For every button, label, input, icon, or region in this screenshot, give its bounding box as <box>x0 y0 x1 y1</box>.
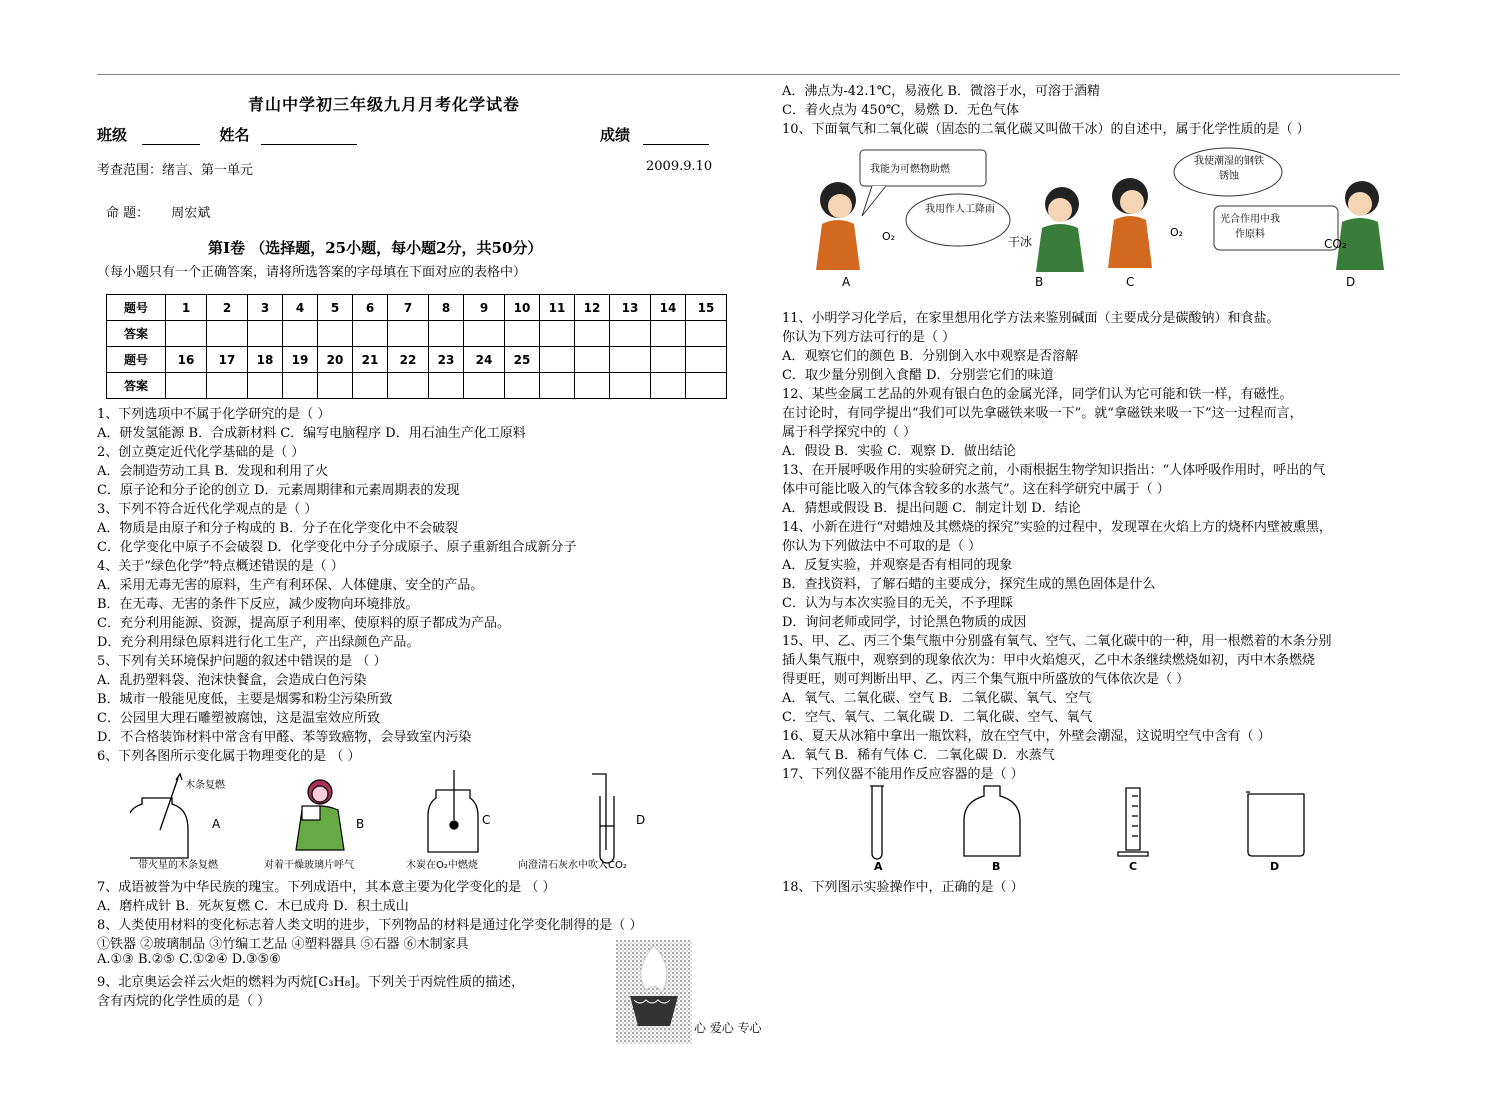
num-cell: 2 <box>207 295 248 321</box>
q10-figure <box>800 140 1400 292</box>
answer-cell[interactable] <box>651 373 686 399</box>
flask-with-splint-icon <box>130 774 188 858</box>
question-line: C．充分利用能源、资源，提高原子利用率、使原料的原子都成为产品。 <box>97 616 510 631</box>
num-header: 题号 <box>107 295 166 321</box>
question-line: A．沸点为-42.1℃，易液化 B．微溶于水，可溶于酒精 <box>782 84 1100 99</box>
question-line: 得更旺，则可判断出甲、乙、丙三个集气瓶中所盛放的气体依次是（ ） <box>782 672 1190 687</box>
fig-caption-b: 对着干燥玻璃片呼气 <box>264 860 354 871</box>
answer-cell[interactable] <box>318 321 353 347</box>
fig-label-c: C <box>482 813 491 827</box>
question-line: 12、某些金属工艺品的外观有银白色的金属光泽，同学们认为它可能和铁一样，有磁性。 <box>782 387 1293 402</box>
num-cell: 13 <box>610 295 651 321</box>
fig-label-b: B <box>1035 275 1044 289</box>
question-line: A．采用无毒无害的原料，生产有利环保、人体健康、安全的产品。 <box>97 578 484 593</box>
q6-figure <box>130 770 680 875</box>
exam-date: 2009.9.10 <box>646 159 713 174</box>
question-line: C．认为与本次实验目的无关，不予理睬 <box>782 596 1013 611</box>
answer-cell[interactable] <box>575 321 610 347</box>
question-line: A．乱扔塑料袋、泡沫快餐盒，会造成白色污染 <box>97 673 367 688</box>
answer-cell[interactable] <box>283 321 318 347</box>
question-line: 1、下列选项中不属于化学研究的是（ ） <box>97 407 331 422</box>
num-cell: 12 <box>575 295 610 321</box>
num-cell <box>686 347 727 373</box>
question-line: 在讨论时，有同学提出“我们可以先拿磁铁来吸一下”。就“拿磁铁来吸一下”这一过程而言， <box>782 406 1303 421</box>
num-cell: 3 <box>248 295 283 321</box>
bubble-c-text: 我使潮湿的钢铁锈蚀 <box>1194 156 1264 182</box>
num-cell <box>540 347 575 373</box>
num-header: 题号 <box>107 347 166 373</box>
question-line: 属于科学探究中的（ ） <box>782 425 917 440</box>
fig-caption-d: 向澄清石灰水中吹入CO₂ <box>518 860 627 871</box>
answer-cell[interactable] <box>610 321 651 347</box>
answer-cell[interactable] <box>464 373 505 399</box>
question-line: 8、人类使用材料的变化标志着人类文明的进步，下列物品的材料是通过化学变化制得的是（ ） <box>97 918 643 933</box>
page-title: 青山中学初三年级九月月考化学试卷 <box>248 95 521 114</box>
class-field <box>97 124 357 145</box>
question-line: 你认为下列做法中不可取的是（ ） <box>782 539 982 554</box>
footer-text: 心 爱心 专心 <box>694 1021 762 1035</box>
chem-c: O₂ <box>1170 226 1184 239</box>
num-cell: 15 <box>686 295 727 321</box>
answer-cell[interactable] <box>388 373 429 399</box>
author-line <box>106 202 210 221</box>
answer-cell[interactable] <box>283 373 318 399</box>
fig-label-a: A <box>874 860 883 873</box>
num-cell: 21 <box>353 347 388 373</box>
answer-cell[interactable] <box>353 321 388 347</box>
question-line: 5、下列有关环境保护问题的叙述中错误的是 （ ） <box>97 654 387 669</box>
num-cell: 25 <box>505 347 540 373</box>
table-row <box>107 321 727 347</box>
fig-label-b: B <box>992 860 1001 873</box>
answer-cell[interactable] <box>388 321 429 347</box>
question-line: 含有丙烷的化学性质的是（ ） <box>97 994 271 1009</box>
exam-scope: 考查范围：绪言、第一单元 <box>97 163 254 178</box>
fig-label-b: B <box>356 817 365 831</box>
score-label: 成绩 <box>600 126 631 144</box>
question-line: 7、成语被誉为中华民族的瑰宝。下列成语中，其本意主要为化学变化的是 （ ） <box>97 880 556 895</box>
num-cell: 5 <box>318 295 353 321</box>
question-line: A．氧气、二氧化碳、空气 B．二氧化碳、氧气、空气 <box>782 691 1092 706</box>
question-line: B．城市一般能见度低，主要是烟雾和粉尘污染所致 <box>97 692 393 707</box>
answer-cell[interactable] <box>686 321 727 347</box>
num-cell: 16 <box>166 347 207 373</box>
question-line: 2、创立奠定近代化学基础的是（ ） <box>97 445 305 460</box>
table-row <box>107 347 727 373</box>
num-cell: 8 <box>429 295 464 321</box>
num-cell: 24 <box>464 347 505 373</box>
num-cell: 10 <box>505 295 540 321</box>
question-line: 14、小新在进行“对蜡烛及其燃烧的探究”实验的过程中，发现罩在火焰上方的烧杯内壁被熏黑， <box>782 520 1332 535</box>
num-cell: 11 <box>540 295 575 321</box>
score-field <box>600 124 709 145</box>
author-label: 命 题： <box>106 206 150 221</box>
q17-figure <box>850 782 1310 874</box>
question-line: A．反复实验，并观察是否有相同的现象 <box>782 558 1013 573</box>
question-line: ①铁器 ②玻璃制品 ③竹编工艺品 ④塑料器具 ⑤石器 ⑥木制家具 <box>97 937 469 952</box>
fig-label-d: D <box>1270 860 1280 873</box>
answer-cell[interactable] <box>166 373 207 399</box>
answer-cell[interactable] <box>505 321 540 347</box>
bubble-b-text: 我用作人工降雨 <box>925 204 995 215</box>
question-line: 6、下列各图所示变化属于物理变化的是 （ ） <box>97 749 361 764</box>
answer-cell[interactable] <box>207 373 248 399</box>
question-line: 17、下列仪器不能用作反应容器的是（ ） <box>782 767 1024 782</box>
answer-cell[interactable] <box>248 321 283 347</box>
num-cell: 22 <box>388 347 429 373</box>
question-line: 18、下列图示实验操作中，正确的是（ ） <box>782 880 1024 895</box>
class-label: 班级 <box>97 126 128 144</box>
name-label: 姓名 <box>219 126 250 144</box>
question-line: C．化学变化中原子不会破裂 D．化学变化中分子分成原子、原子重新组合成新分子 <box>97 540 577 555</box>
answer-cell[interactable] <box>610 373 651 399</box>
num-cell <box>575 347 610 373</box>
answer-cell[interactable] <box>651 321 686 347</box>
fig-label-c: C <box>1129 860 1138 873</box>
chem-a: O₂ <box>882 230 896 243</box>
question-line: A．会制造劳动工具 B．发现和利用了火 <box>97 464 329 479</box>
beaker-icon <box>1246 792 1304 856</box>
boy-icon <box>1336 181 1384 270</box>
question-line: B．查找资料，了解石蜡的主要成分，探究生成的黑色固体是什么 <box>782 577 1156 592</box>
answer-cell[interactable] <box>505 373 540 399</box>
answer-cell[interactable] <box>248 373 283 399</box>
num-cell: 20 <box>318 347 353 373</box>
num-cell: 4 <box>283 295 318 321</box>
question-line: 16、夏天从冰箱中拿出一瓶饮料，放在空气中，外壁会潮湿，这说明空气中含有（ ） <box>782 729 1271 744</box>
num-cell: 19 <box>283 347 318 373</box>
question-line: 你认为下列方法可行的是（ ） <box>782 330 956 345</box>
num-cell: 17 <box>207 347 248 373</box>
side-text: 木条复燃 <box>185 780 225 791</box>
class-blank[interactable] <box>142 130 200 145</box>
answer-cell[interactable] <box>575 373 610 399</box>
question-line: C．着火点为 450℃，易燃 D．无色气体 <box>782 103 1019 118</box>
question-line: 15、甲、乙、丙三个集气瓶中分别盛有氧气、空气、二氧化碳中的一种，用一根燃着的木条分别 <box>782 634 1332 649</box>
name-blank[interactable] <box>261 130 357 145</box>
top-rule <box>97 74 1400 75</box>
answer-cell[interactable] <box>464 321 505 347</box>
answer-header: 答案 <box>107 321 166 347</box>
girl-icon <box>1108 178 1152 268</box>
test-tube-icon <box>870 786 884 859</box>
answer-cell[interactable] <box>429 373 464 399</box>
girl-icon <box>816 182 860 270</box>
fig-caption-a: 带火星的木条复燃 <box>138 860 218 871</box>
wide-mouth-bottle-icon <box>964 786 1020 856</box>
question-line: C．公园里大理石雕塑被腐蚀，这是温室效应所致 <box>97 711 380 726</box>
section-note: （每小题只有一个正确答案，请将所选答案的字母填在下面对应的表格中） <box>97 265 527 280</box>
question-line: A．观察它们的颜色 B．分别倒入水中观察是否溶解 <box>782 349 1079 364</box>
question-line: A．研发氢能源 B．合成新材料 C．编写电脑程序 D．用石油生产化工原料 <box>97 426 526 441</box>
table-row <box>107 295 727 321</box>
question-line: A．猜想或假设 B．提出问题 C．制定计划 D．结论 <box>782 501 1081 516</box>
question-line: D．不合格装饰材料中常含有甲醛、苯等致癌物，会导致室内污染 <box>97 730 472 745</box>
answer-cell[interactable] <box>686 373 727 399</box>
girl-breathing-icon <box>296 780 344 850</box>
question-line: C．原子论和分子论的创立 D．元素周期律和元素周期表的发现 <box>97 483 460 498</box>
question-line: C．取少量分别倒入食醋 D．分别尝它们的味道 <box>782 368 1054 383</box>
question-line: 10、下面氧气和二氧化碳（固态的二氧化碳又叫做干冰）的自述中，属于化学性质的是（ ） <box>782 122 1310 137</box>
question-line: 3、下列不符合近代化学观点的是（ ） <box>97 502 318 517</box>
chem-d: CO₂ <box>1324 237 1347 251</box>
question-line: C．空气、氧气、二氧化碳 D．二氧化碳、空气、氧气 <box>782 710 1093 725</box>
table-row <box>107 373 727 399</box>
fig-label-a: A <box>842 275 851 289</box>
fig-label-a: A <box>212 817 221 831</box>
bubble-a-text: 我能为可燃物助燃 <box>870 164 950 175</box>
question-line: A．氧气 B．稀有气体 C．二氧化碳 D．水蒸气 <box>782 748 1055 763</box>
author-name: 周宏斌 <box>171 206 211 221</box>
question-line: A.①③ B.②⑤ C.①②④ D.③⑤⑥ <box>97 952 281 967</box>
question-line: 13、在开展呼吸作用的实验研究之前，小雨根据生物学知识指出：“人体呼吸作用时，呼出的气 <box>782 463 1326 478</box>
num-cell <box>610 347 651 373</box>
num-cell: 6 <box>353 295 388 321</box>
question-line: B．在无毒、无害的条件下反应，减少废物向环境排放。 <box>97 597 419 612</box>
fig-label-c: C <box>1126 275 1135 289</box>
test-tube-straw-icon <box>592 774 614 863</box>
answer-cell[interactable] <box>318 373 353 399</box>
boy-icon <box>1036 187 1084 272</box>
question-line: A．假设 B．实验 C．观察 D．做出结论 <box>782 444 1016 459</box>
num-cell: 18 <box>248 347 283 373</box>
num-cell: 14 <box>651 295 686 321</box>
num-cell <box>651 347 686 373</box>
question-line: 9、北京奥运会祥云火炬的燃料为丙烷[C₃H₈]。下列关于丙烷性质的描述， <box>97 975 525 990</box>
answer-header: 答案 <box>107 373 166 399</box>
question-line: 插人集气瓶中，观察到的现象依次为：甲中火焰熄灭，乙中木条继续燃烧如初，丙中木条燃烧 <box>782 653 1316 668</box>
answer-cell[interactable] <box>353 373 388 399</box>
num-cell: 7 <box>388 295 429 321</box>
answer-table <box>106 294 727 399</box>
chem-b: 干冰 <box>1008 235 1033 249</box>
answer-cell[interactable] <box>540 373 575 399</box>
graduated-cylinder-icon <box>1118 788 1148 856</box>
bubble-d-text: 光合作用中我作原料 <box>1220 214 1280 240</box>
answer-cell[interactable] <box>540 321 575 347</box>
answer-cell[interactable] <box>166 321 207 347</box>
score-blank[interactable] <box>643 130 709 145</box>
answer-cell[interactable] <box>429 321 464 347</box>
question-line: D．询问老师或同学，讨论黑色物质的成因 <box>782 615 1027 630</box>
charcoal-jar-icon <box>428 770 478 852</box>
fig-label-d: D <box>636 813 646 827</box>
question-line: A．磨杵成针 B．死灰复燃 C．木已成舟 D．积土成山 <box>97 899 409 914</box>
question-line: 4、关于“绿色化学”特点概述错误的是（ ） <box>97 559 344 574</box>
answer-cell[interactable] <box>207 321 248 347</box>
question-line: 11、小明学习化学后，在家里想用化学方法来鉴别碱面（主要成分是碳酸钠）和食盐。 <box>782 311 1280 326</box>
num-cell: 9 <box>464 295 505 321</box>
section-title: 第Ⅰ卷 （选择题，25小题，每小题2分，共50分） <box>208 239 543 257</box>
num-cell: 1 <box>166 295 207 321</box>
question-line: A．物质是由原子和分子构成的 B．分子在化学变化中不会破裂 <box>97 521 459 536</box>
fig-caption-c: 木炭在O₂中燃烧 <box>406 860 478 871</box>
torch-image <box>616 940 692 1044</box>
question-line: D．充分利用绿色原料进行化工生产，产出绿颜色产品。 <box>97 635 420 650</box>
num-cell: 23 <box>429 347 464 373</box>
fig-label-d: D <box>1346 275 1356 289</box>
question-line: 体中可能比吸入的气体含较多的水蒸气”。这在科学研究中属于（ ） <box>782 482 1170 497</box>
